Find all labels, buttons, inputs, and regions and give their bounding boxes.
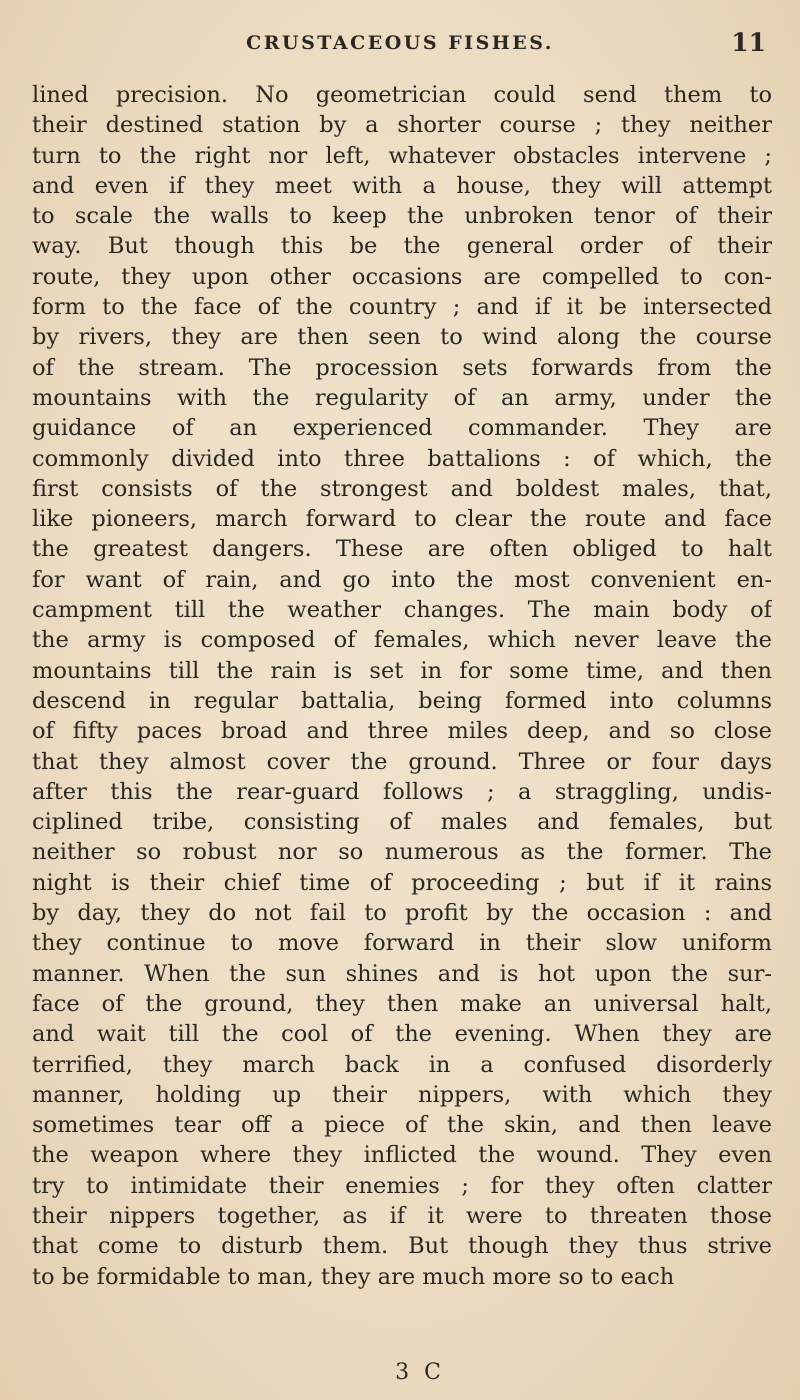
text-line: manner. When the sun shines and is hot upon the sur- (32, 960, 772, 987)
text-line: campment till the weather changes. The main body of (32, 597, 772, 624)
body-text (32, 80, 772, 1292)
text-line: of fifty paces broad and three miles deep, and so close (32, 718, 772, 745)
text-line: manner, holding up their nippers, with which they (32, 1081, 772, 1108)
signature-mark: 3 C (395, 1360, 445, 1385)
text-line: first consists of the strongest and boldest males, that, (32, 475, 772, 502)
text-line: and wait till the cool of the evening. When they are (32, 1021, 772, 1048)
text-line: the greatest dangers. These are often obliged to halt (32, 536, 772, 563)
text-line: mountains till the rain is set in for some time, and then (32, 657, 772, 684)
text-line: the weapon where they inflicted the wound. They even (32, 1142, 772, 1169)
running-head: CRUSTACEOUS FISHES. (246, 32, 554, 54)
text-line: like pioneers, march forward to clear the route and face (32, 506, 772, 533)
text-line: of the stream. The procession sets forwards from the (32, 354, 772, 381)
text-line: for want of rain, and go into the most convenient en- (32, 566, 772, 593)
text-line: route, they upon other occasions are compelled to con- (32, 263, 772, 290)
text-line: descend in regular battalia, being formed into columns (32, 687, 772, 714)
text-line: that come to disturb them. But though they thus strive (32, 1233, 772, 1260)
text-line: to be formidable to man, they are much more so to each (32, 1263, 675, 1290)
text-line: their destined station by a shorter course ; they neither (32, 112, 772, 139)
text-line: terrified, they march back in a confused disorderly (32, 1051, 772, 1078)
text-line: and even if they meet with a house, they will attempt (32, 172, 772, 199)
text-line: their nippers together, as if it were to threaten those (32, 1202, 772, 1229)
text-line: try to intimidate their enemies ; for they often clatter (32, 1172, 772, 1199)
text-line: by rivers, they are then seen to wind along the course (32, 324, 772, 351)
text-line: night is their chief time of proceeding ; but if it rains (32, 869, 772, 896)
text-line: face of the ground, they then make an universal halt, (32, 990, 772, 1017)
text-line: sometimes tear off a piece of the skin, and then leave (32, 1112, 772, 1139)
text-line: lined precision. No geometrician could send them to (32, 82, 772, 108)
text-line: guidance of an experienced commander. They are (32, 415, 772, 442)
text-line: commonly divided into three battalions : of which, the (32, 445, 772, 472)
text-line: neither so robust nor so numerous as the former. The (32, 839, 772, 866)
text-line: form to the face of the country ; and if it be intersected (32, 294, 772, 321)
text-line: they continue to move forward in their slow uniform (32, 930, 772, 957)
text-line: mountains with the regularity of an army, under the (32, 384, 772, 411)
text-line: way. But though this be the general order of their (32, 233, 772, 260)
page-number: 11 (731, 28, 766, 57)
text-line: to scale the walls to keep the unbroken tenor of their (32, 203, 772, 230)
text-line: after this the rear-guard follows ; a straggling, undis- (32, 778, 772, 805)
text-line: the army is composed of females, which never leave the (32, 627, 772, 654)
page-header (0, 28, 800, 62)
text-line: that they almost cover the ground. Three or four days (32, 748, 772, 775)
text-line: turn to the right nor left, whatever obstacles intervene ; (32, 142, 772, 169)
text-line: ciplined tribe, consisting of males and females, but (32, 809, 772, 836)
text-line: by day, they do not fail to profit by the occasion : and (32, 900, 772, 927)
